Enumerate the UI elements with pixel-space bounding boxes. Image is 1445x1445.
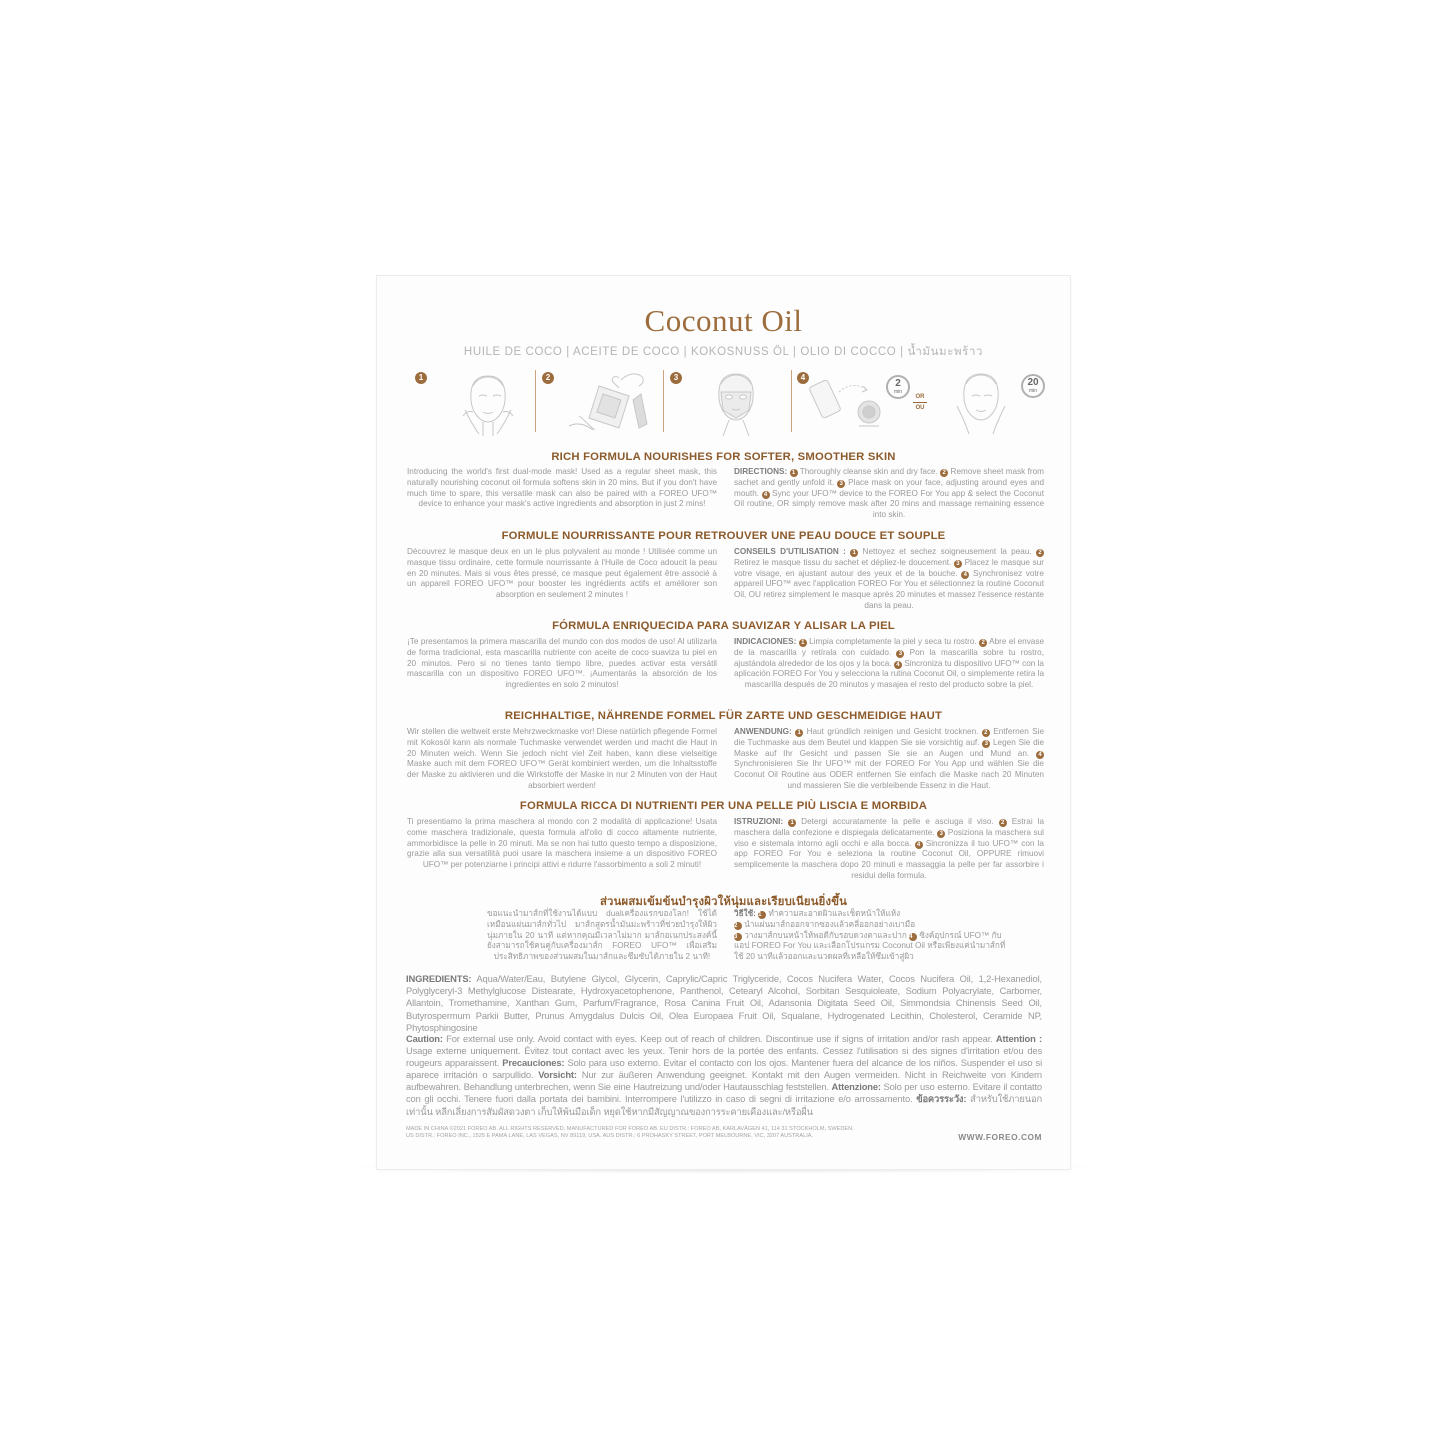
directions-en xyxy=(734,467,1044,521)
timer-20min-value: 20 xyxy=(1027,377,1039,388)
bullet-4: 4 xyxy=(1036,751,1044,759)
directions-th xyxy=(734,909,1014,963)
product-title: Coconut Oil xyxy=(644,303,803,338)
intro-de: Wir stellen die weltweit erste Mehrzweckmaske vor! Diese natürlich pflegende Formel mit Kokosöl kann als normale Tuchmaske verwendet werden und macht die Haut in 20 Minuten weich. Wenn Sie jedoch nicht viel Zeit haben, kann diese vielseitige Maske auch mit dem FOREO UFO™ Gerät kombiniert werden, um die Inhaltsstoffe der Maske zu aktivieren und die Wirkstoffe der Maske in nur 2 Minuten von der Haut absorbiert werden! xyxy=(407,727,717,790)
direction-step-3: Placez le masque sur votre visage, en ajustant autour des yeux et de la bouche. xyxy=(734,557,1045,578)
direction-step-3: Pon la mascarilla sobre tu rostro, ajustándola alrededor de los ojos y la boca. xyxy=(734,647,1044,668)
directions-label-es: INDICACIONES: xyxy=(734,637,797,646)
bullet-1: 1 xyxy=(795,729,803,737)
legal-line-2: US DISTR.: FOREO INC., 1525 E PAMA LANE, LAS VEGAS, NV 89119, USA. AUS DISTR.: 6 PROHASKY STREET, PORT MELBOURNE, VIC, 3207 AUSTRALIA. xyxy=(406,1133,814,1140)
caution-block xyxy=(406,1033,1042,1118)
step-divider xyxy=(535,370,536,432)
bullet-4: 4 xyxy=(961,571,969,579)
caution-text-en: For external use only. Avoid contact with eyes. Keep out of reach of children. Discontinue use if signs of irritation and/or rash appear. xyxy=(446,1033,993,1044)
bullet-1: 1 xyxy=(850,549,858,557)
bullet-3: 3 xyxy=(896,650,904,658)
direction-step-1: Thoroughly cleanse skin and dry face. xyxy=(799,467,938,476)
step-number-4: 4 xyxy=(797,372,809,384)
timer-2min-unit: min xyxy=(893,389,903,395)
direction-step-4: Sincroniza tu dispositivo UFO™ con la aplicación FOREO For You y selecciona la rutina Coconut Oil, o simplemente retira la mascarilla después de 20 minutos y masajea el resto del producto sobre la piel. xyxy=(734,658,1044,690)
timer-2min-value: 2 xyxy=(895,378,901,389)
bullet-2: 2 xyxy=(734,922,742,930)
or-label xyxy=(913,394,927,411)
bullet-1: 1 xyxy=(758,911,766,919)
bullet-1: 1 xyxy=(788,819,796,827)
caution-label-en: Caution: xyxy=(406,1033,443,1044)
direction-step-4: Synchronisez votre appareil UFO™ avec l'application FOREO For You et sélectionnez la routine Coconut Oil, OU retirez simplement le masque après 20 minutes et massez l'essence restante dans la peau. xyxy=(734,568,1044,610)
direction-step-3: Posiziona la maschera sul viso e sistemala intorno agli occhi e alla bocca. xyxy=(734,827,1044,848)
ingredients-label: INGREDIENTS: xyxy=(406,973,472,984)
bullet-3: 3 xyxy=(734,933,742,941)
directions-label-de: ANWENDUNG: xyxy=(734,727,792,736)
usage-steps xyxy=(413,366,1043,438)
bullet-2: 2 xyxy=(979,639,987,647)
heading-es: FÓRMULA ENRIQUECIDA PARA SUAVIZAR Y ALISAR LA PIEL xyxy=(552,620,895,632)
step-divider xyxy=(791,370,792,432)
step-number-1: 1 xyxy=(415,372,427,384)
bullet-3: 3 xyxy=(837,480,845,488)
direction-step-2: Remove sheet mask from sachet and gently unfold it. xyxy=(734,467,1044,487)
ufo-device-sync-icon xyxy=(809,366,899,438)
bullet-3: 3 xyxy=(954,560,962,568)
ou-text: OU xyxy=(915,405,925,411)
ingredients-text: Aqua/Water/Eau, Butylene Glycol, Glycerin, Caprylic/Capric Triglyceride, Cocos Nucifera Water, Cocos Nucifera Oil, 1,2-Hexanediol, Polyglyceryl-3 Methylglucose Distearate, Hydroxyacetophenone, Panthenol, Cetearyl Alcohol, Sorbitan Sesquioleate, Sodium Polyacrylate, Carbomer, Allantoin, Tromethamine, Xanthan Gum, Parfum/Fragrance, Rosa Canina Fruit Oil, Adansonia Digitata Seed Oil, Simmondsia Chinensis Seed Oil, Butyrospermum Parkii Butter, Prunus Amygdalus Dulcis Oil, Olea Europaea Fruit Oil, Squalane, Hydrogenated Lecithin, Cholesterol, Ceramide NP, Phytosphingosine xyxy=(406,973,1042,1033)
direction-step-4: Synchronisieren Sie Ihr UFO™ mit der FOREO For You App und wählen Sie die Coconut Oil Routine aus ODER entfernen Sie einfach die Maske nach 20 Minuten und massieren Sie die verbleibende Essenz in die Haut. xyxy=(734,759,1044,790)
direction-step-3: วางมาส์กบนหน้าให้พอดีกับรอบดวงตาและปาก xyxy=(744,930,907,940)
heading-fr: FORMULE NOURRISSANTE POUR RETROUVER UNE PEAU DOUCE ET SOUPLE xyxy=(501,530,946,542)
directions-de xyxy=(734,727,1044,792)
legal-text xyxy=(406,1126,946,1141)
directions-label-en: DIRECTIONS: xyxy=(734,467,788,476)
or-divider xyxy=(913,402,927,403)
direction-step-2: Estrai la maschera dalla confezione e dispiegala delicatamente. xyxy=(734,817,1045,837)
ingredients-list xyxy=(406,973,1042,1034)
massage-face-icon xyxy=(941,366,1021,438)
caution-text-de: Nur zur äußeren Anwendung geeignet. Kontakt mit den Augen vermeiden. Nicht in Reichweite von Kindern aufbewahren. Behandlung unterbrechen, wenn Sie eine Hautreizung und/oder Hautausschlag feststellen. xyxy=(406,1069,1042,1093)
directions-label-it: ISTRUZIONI: xyxy=(734,817,784,826)
bullet-1: 1 xyxy=(799,639,807,647)
direction-step-4: Sync your UFO™ device to the FOREO For You app & select the Coconut Oil routine, OR simply remove mask after 20 mins and massage remaining essence into skin. xyxy=(734,488,1045,520)
bullet-4: 4 xyxy=(915,841,923,849)
heading-it: FORMULA RICCA DI NUTRIENTI PER UNA PELLE PIÙ LISCIA E MORBIDA xyxy=(519,800,928,812)
bullet-1: 1 xyxy=(790,469,798,477)
heading-th: ส่วนผสมเข้มข้นบำรุงผิวให้นุ่มและเรียบเนียนยิ่งขึ้น xyxy=(599,896,848,908)
legal-line-1: MADE IN CHINA ©2021 FOREO AB. ALL RIGHTS RESERVED. MANUFACTURED FOR FOREO AB. EU DISTR.: FOREO AB, KARLAVÄGEN 41, 114 31 STOCKHOLM, SWEDEN. xyxy=(406,1126,854,1132)
direction-step-2: Abre el envase de la mascarilla y retírala con cuidado. xyxy=(734,637,1045,657)
heading-en: RICH FORMULA NOURISHES FOR SOFTER, SMOOTHER SKIN xyxy=(551,451,896,463)
bullet-4: 4 xyxy=(894,661,902,669)
intro-it: Ti presentiamo la prima maschera al mondo con 2 modalità di applicazione! Usata come maschera tradizionale, questa formula all'olio di cocco altamente nutriente, ammorbidisce la pelle in 20 minuti. Ma se non hai tutto questo tempo a disposizione, grazie alla sua versatilità puoi usare la maschera insieme a un dispositivo FOREO UFO™ per potenziarne i principi attivi e ridurre l'assorbimento a soli 2 minuti! xyxy=(407,817,717,870)
direction-step-2: Retirez le masque tissu du sachet et dépliez-le doucement. xyxy=(734,557,952,567)
direction-step-1: Nettoyez et sechez soigneusement la peau. xyxy=(862,547,1032,556)
intro-es: ¡Te presentamos la primera mascarilla del mundo con dos modos de uso! Al utilizarla de forma tradicional, esta mascarilla nutriente con aceite de coco suaviza tu piel en 20 minutos. Pero si no tienes tanto tiempo libre, puedes activar esta versátil mascarilla con un dispositivo FOREO UFO™. ¡Aumentarás la absorción de los ingredientes en solo 2 minutos! xyxy=(407,637,717,690)
intro-fr: Découvrez le masque deux en un le plus polyvalent au monde ! Utilisée comme un masque tissu ordinaire, cette formule nourrissante à l'Huile de Coco adoucit la peau en 20 minutes. Mais si vous êtes pressé, ce masque peut également être associé à un appareil FOREO UFO™ pour booster les ingrédients actifs et améliorer son absorption en seulement 2 minutes ! xyxy=(407,547,717,600)
direction-step-4: ซิงค์อุปกรณ์ UFO™ กับแอป FOREO For You และเลือกโปรแกรม Coconut Oil หรือเพียงแค่นำมาส์กที่ใช้ 20 นาทีแล้วออกและนวดผลที่เหลือให้ซึมเข้าสู่ผิว xyxy=(734,930,1006,962)
direction-step-1: Limpia completamente la piel y seca tu rostro. xyxy=(809,637,977,646)
cleanse-face-icon xyxy=(443,366,533,438)
timer-20min-unit: min xyxy=(1028,388,1038,394)
caution-text-th: สำหรับใช้ภายนอกเท่านั้น หลีกเลี่ยงการสัมผัสดวงตา เก็บให้พ้นมือเด็ก หยุดใช้หากมีสัญญาณของการระคายเคืองและ/หรือผื่น xyxy=(406,1093,1042,1117)
directions-it xyxy=(734,817,1044,882)
intro-en: Introducing the world's first dual-mode mask! Used as a regular sheet mask, this naturally nourishing coconut oil formula softens skin in 20 mins. But if you don't have much time to spare, this versatile mask can also be paired with a FOREO UFO™ device to enhance your mask's active ingredients and absorption in just 2 mins! xyxy=(407,467,717,509)
product-subtitle: HUILE DE COCO | ACEITE DE COCO | KOKOSNUSS ÖL | OLIO DI COCCO | น้ำมันมะพร้าว xyxy=(463,346,984,358)
timer-20min-icon xyxy=(1021,374,1045,398)
open-sachet-icon xyxy=(559,366,659,438)
direction-step-1: ทำความสะอาดผิวและเช็ดหน้าให้แห้ง xyxy=(768,909,901,918)
direction-step-1: Detergi accuratamente la pelle e asciuga il viso. xyxy=(801,817,994,826)
caution-text-es: Solo para uso externo. Evitar el contacto con los ojos. Mantener fuera del alcance de los niños. Suspender el uso si aparece irritación o sarpullido. xyxy=(406,1057,1042,1081)
direction-step-3: Legen Sie die Maske auf Ihr Gesicht und passen Sie sie an Augen und Mund an. xyxy=(734,737,1045,758)
or-text: OR xyxy=(915,394,925,400)
direction-step-2: นำแผ่นมาส์กออกจากซองแล้วคลี่ออกอย่างเบามือ xyxy=(744,919,916,929)
caution-label-it: Attenzione: xyxy=(831,1081,881,1093)
intro-th: ขอแนะนำมาส์กที่ใช้งานได้แบบ dualเครื่องแรกของโลก! ใช้ได้เหมือนแผ่นมาส์กทั่วไป มาส์กสูตรน้ำมันมะพร้าวที่ช่วยบำรุงให้ผิวนุ่มภายใน 20 นาที แต่หากคุณมีเวลาไม่มาก มาส์กอเนกประสงค์นี้ยังสามารถใช้คนคู่กับเครื่องมาส์ก FOREO UFO™ เพื่อเสริมประสิทธิภาพของส่วนผสมในมาส์กและซึมซับได้ภายใน 2 นาที! xyxy=(487,909,717,962)
step-number-2: 2 xyxy=(542,372,554,384)
heading-de: REICHHALTIGE, NÄHRENDE FORMEL FÜR ZARTE UND GESCHMEIDIGE HAUT xyxy=(504,710,943,722)
direction-step-2: Entfernen Sie die Tuchmaske aus dem Beutel und klappen Sie sie vorsichtig auf. xyxy=(734,727,1045,747)
bullet-2: 2 xyxy=(1036,549,1044,557)
caution-text-it: Solo per uso esterno. Evitare il contatto con gli occhi. Tenere fuori dalla portata dei bambini. Interrompere l'utilizzo in caso di segni di irritazione e/o arrossamento. xyxy=(406,1081,1042,1105)
caution-label-th: ข้อควรระวัง: xyxy=(916,1093,967,1105)
bullet-2: 2 xyxy=(940,469,948,477)
caution-label-es: Precauciones: xyxy=(502,1057,565,1069)
timer-2min-icon xyxy=(886,375,910,399)
bullet-4: 4 xyxy=(762,491,770,499)
caution-text-fr: Usage externe uniquement. Évitez tout contact avec les yeux. Tenir hors de la portée des enfants. Cessez l'utilisation si des signes d'irritation et/ou des rougeurs apparaissent. xyxy=(406,1045,1042,1069)
bullet-2: 2 xyxy=(999,819,1007,827)
directions-es xyxy=(734,637,1044,691)
direction-step-1: Haut gründlich reinigen und Gesicht trocknen. xyxy=(806,727,979,736)
step-divider xyxy=(663,370,664,432)
directions-fr xyxy=(734,547,1044,612)
apply-mask-icon xyxy=(691,366,781,438)
bullet-3: 3 xyxy=(982,740,990,748)
product-box-back xyxy=(377,276,1070,1169)
website-link[interactable]: WWW.FOREO.COM xyxy=(958,1132,1042,1142)
direction-step-3: Place mask on your face, adjusting around eyes and mouth. xyxy=(734,477,1044,498)
bullet-4: 4 xyxy=(909,933,917,941)
bullet-2: 2 xyxy=(982,729,990,737)
directions-label-th: วิธีใช้: xyxy=(734,909,756,918)
direction-step-4: Sincronizza il tuo UFO™ con la app FOREO For You e seleziona la routine Coconut Oil, OPPURE rimuovi semplicemente la maschera dopo 20 minuti e massaggia la pelle per far assorbire i residui della formula. xyxy=(734,838,1044,880)
step-number-3: 3 xyxy=(670,372,682,384)
caution-label-fr: Attention : xyxy=(995,1033,1042,1044)
bullet-3: 3 xyxy=(937,830,945,838)
caution-label-de: Vorsicht: xyxy=(538,1069,577,1081)
directions-label-fr: CONSEILS D'UTILISATION : xyxy=(734,547,846,556)
